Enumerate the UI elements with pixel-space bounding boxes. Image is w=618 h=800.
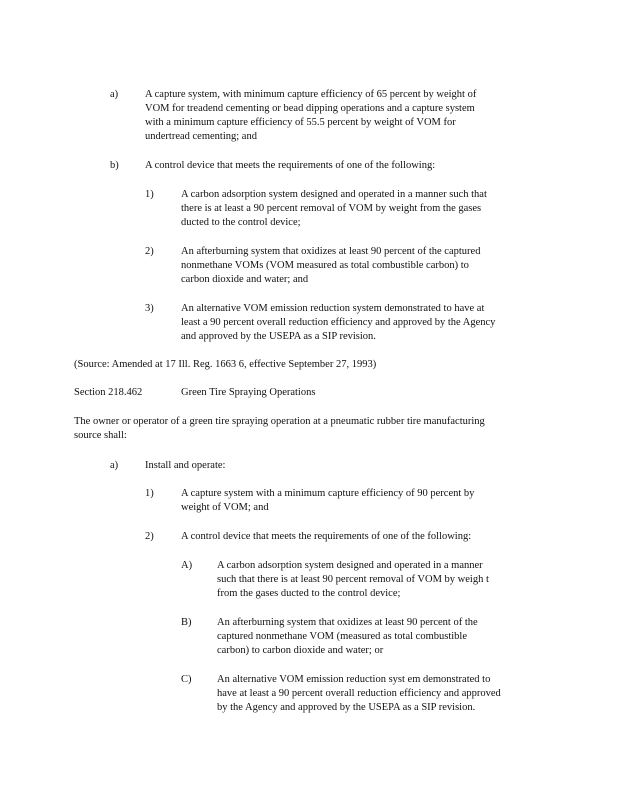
- item-text-a: A capture system, with minimum capture efficiency of 65 percent by weight of VOM for treadend cementing or bead dipping operations and a capture system with a minimum capture efficiency of 55.5 percent by weight of VOM for undertread cementing; and: [145, 89, 477, 142]
- section-text-C: An alternative VOM emission reduction syst em demonstrated to have at least a 90 percent overall reduction efficiency and approved by the Agency and approved by the USEPA as a SIP revision.: [217, 674, 501, 713]
- item-label-a: a): [110, 89, 119, 100]
- section-label-B: B): [181, 617, 192, 628]
- section-text-A: A carbon adsorption system designed and operated in a manner such that there is at least 90 percent removal of VOM by weigh t from the gases ducted to the control device;: [217, 560, 489, 599]
- section-label-a2: 2): [145, 531, 154, 542]
- section-label-A: A): [181, 560, 193, 571]
- section-text-B: An afterburning system that oxidizes at least 90 percent of the captured nonmethane VOM (measured as total combustible carbon) to carbon dioxide and water; or: [217, 617, 478, 656]
- section-text-a1: A capture system with a minimum capture efficiency of 90 percent by weight of VOM; and: [181, 488, 475, 513]
- section-title: Green Tire Spraying Operations: [181, 387, 316, 398]
- section-label-a: a): [110, 460, 119, 471]
- section-intro: The owner or operator of a green tire spraying operation at a pneumatic rubber tire manufacturing source shall:: [74, 416, 485, 441]
- subitem-text-b3: An alternative VOM emission reduction system demonstrated to have at least a 90 percent overall reduction efficiency and approved by the Agency and approved by the USEPA as a SIP revision.: [181, 303, 496, 342]
- section-text-a: Install and operate:: [145, 460, 226, 471]
- item-label-b: b): [110, 160, 119, 171]
- subitem-label-b3: 3): [145, 303, 154, 314]
- subitem-label-b2: 2): [145, 246, 154, 257]
- subitem-text-b1: A carbon adsorption system designed and operated in a manner such that there is at least a 90 percent removal of VOM by weight from the gases ducted to the control device;: [181, 189, 487, 228]
- subitem-text-b2: An afterburning system that oxidizes at least 90 percent of the captured nonmethane VOMs (VOM measured as total combustible carbon) to carbon dioxide and water; and: [181, 246, 481, 285]
- source-note: (Source: Amended at 17 Ill. Reg. 1663 6, effective September 27, 1993): [74, 359, 377, 370]
- section-label-a1: 1): [145, 488, 154, 499]
- subitem-label-b1: 1): [145, 189, 154, 200]
- section-text-a2: A control device that meets the requirements of one of the following:: [181, 531, 472, 542]
- section-label-C: C): [181, 674, 192, 685]
- item-text-b: A control device that meets the requirements of one of the following:: [145, 160, 436, 171]
- section-number: Section 218.462: [74, 387, 143, 398]
